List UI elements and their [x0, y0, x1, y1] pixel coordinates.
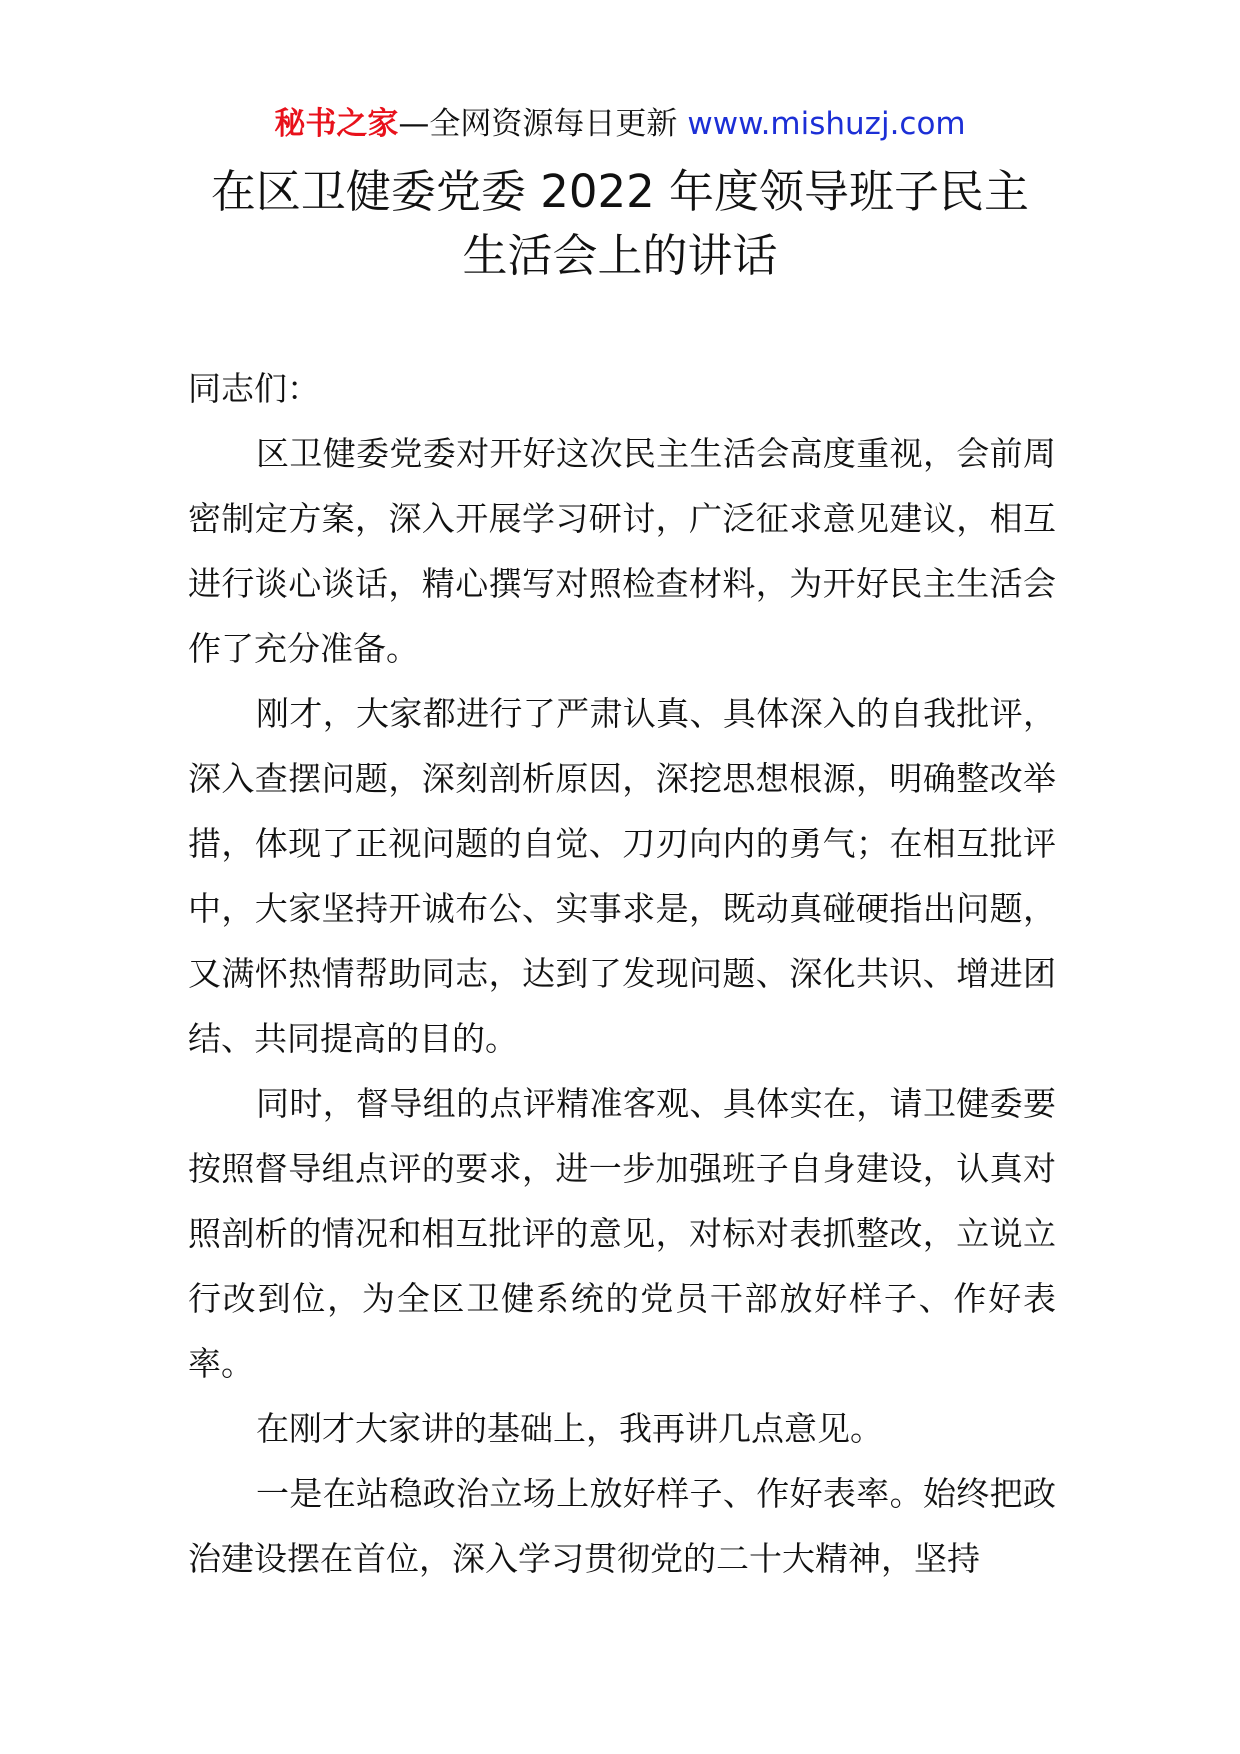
title-line-1: 在区卫健委党委 2022 年度领导班子民主 — [210, 165, 1030, 218]
document-body — [188, 356, 1056, 1591]
paragraph: 刚才，大家都进行了严肃认真、具体深入的自我批评，深入查摆问题，深刻剖析原因，深挖思想根源，明确整改举措，体现了正视问题的自觉、刀刃向内的勇气；在相互批评中，大家坚持开诚布公、实事求是，既动真碰硬指出问题，又满怀热情帮助同志，达到了发现问题、深化共识、增进团结、共同提高的目的。 — [188, 694, 1056, 1058]
title-line-2: 生活会上的讲话 — [462, 229, 778, 282]
site-url: www.mishuzj.com — [687, 106, 966, 142]
paragraph: 在刚才大家讲的基础上，我再讲几点意见。 — [256, 1409, 883, 1448]
page-title — [0, 160, 1240, 288]
source-banner — [0, 102, 1240, 146]
brand-name: 秘书之家 — [274, 106, 399, 142]
banner-tagline: —全网资源每日更新 — [398, 106, 678, 142]
paragraph: 同时，督导组的点评精准客观、具体实在，请卫健委要按照督导组点评的要求，进一步加强班子自身建设，认真对照剖析的情况和相互批评的意见，对标对表抓整改，立说立行改到位，为全区卫健系统的党员干部放好样子、作好表率。 — [188, 1084, 1056, 1383]
paragraph: 一是在站稳政治立场上放好样子、作好表率。始终把政治建设摆在首位，深入学习贯彻党的二十大精神，坚持 — [188, 1474, 1056, 1578]
paragraph: 区卫健委党委对开好这次民主生活会高度重视，会前周密制定方案，深入开展学习研讨，广泛征求意见建议，相互进行谈心谈话，精心撰写对照检查材料，为开好民主生活会作了充分准备。 — [188, 434, 1056, 668]
salutation: 同志们： — [188, 369, 320, 408]
